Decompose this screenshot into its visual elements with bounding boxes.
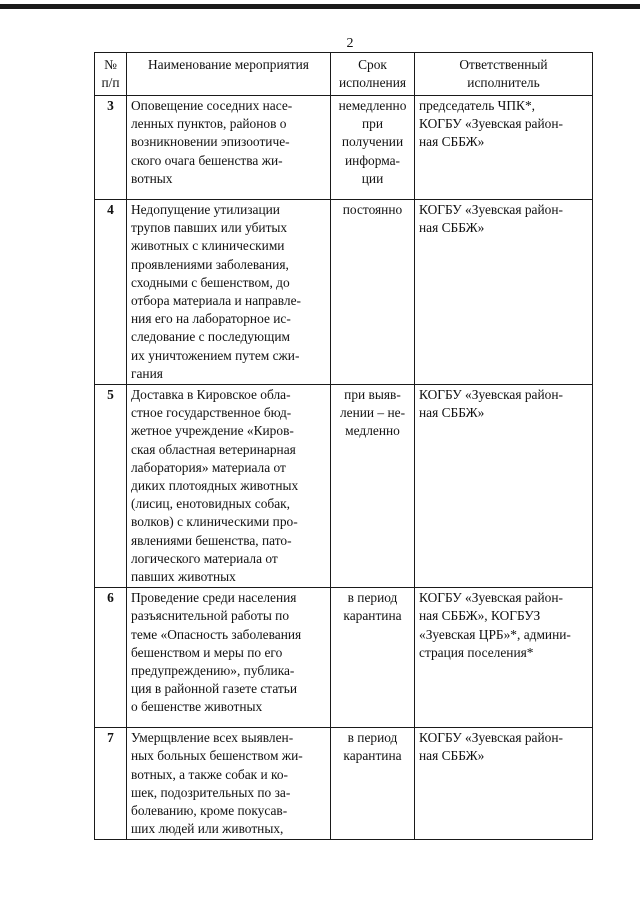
measure-line: предупреждению», публика-: [131, 663, 295, 679]
term-line: лении – не-: [339, 405, 406, 421]
responsible-line: КОГБУ «Зуевская район-: [419, 202, 563, 217]
header-resp-line: Ответственный: [459, 57, 548, 72]
responsible-line: КОГБУ «Зуевская район-: [419, 590, 563, 606]
term-cell: [331, 200, 415, 385]
header-name: [127, 53, 331, 96]
measure-line: возникновении эпизоотиче-: [131, 134, 290, 150]
measure-line: Проведение среди населения: [131, 590, 297, 606]
row-number: 4: [95, 200, 127, 385]
responsible-cell: [415, 728, 593, 840]
term-line: при: [361, 116, 384, 132]
responsible-cell: [415, 96, 593, 200]
measure-line: ния его на лабораторное ис-: [131, 311, 291, 327]
measure-line: Умерщвление всех выявлен-: [131, 730, 294, 746]
measure-line: о бешенстве животных: [131, 699, 263, 715]
responsible-cell: [415, 588, 593, 728]
measure-line: теме «Опасность заболевания: [131, 626, 302, 642]
measure-line: ных больных бешенством жи-: [131, 748, 303, 764]
term-cell: [331, 96, 415, 200]
measure-line: волков) с клиническими про-: [131, 514, 298, 530]
responsible-cell: [415, 385, 593, 588]
term-line: в период: [347, 590, 398, 606]
term-line: немедленно: [338, 98, 407, 113]
measure-line: ленных пунктов, районов о: [131, 116, 287, 132]
measure-line: лаборатория» материала от: [131, 459, 286, 475]
table-row: [95, 728, 593, 840]
measure-name: [127, 200, 331, 385]
measure-line: болеванию, кроме покусав-: [131, 803, 288, 819]
responsible-line: ная СББЖ»: [419, 748, 485, 764]
measure-line: сходными с бешенством, до: [131, 274, 290, 290]
term-line: карантина: [343, 608, 402, 624]
table-row: [95, 588, 593, 728]
header-num-line: №: [104, 57, 117, 72]
row-number: 5: [95, 385, 127, 588]
measure-line: шек, подозрительных по за-: [131, 784, 291, 800]
table-row: [95, 385, 593, 588]
header-term: [331, 53, 415, 96]
measure-line: трупов павших или убитых: [131, 220, 288, 236]
table-row: [95, 200, 593, 385]
measure-line: разъяснительной работы по: [131, 608, 290, 624]
measure-line: гания: [131, 365, 163, 381]
header-name-line: Наименование мероприятия: [148, 57, 309, 72]
measure-line: жетное учреждение «Киров-: [131, 423, 294, 439]
responsible-line: ная СББЖ»: [419, 220, 485, 236]
measure-line: диких плотоядных животных: [131, 478, 299, 494]
measure-line: павших животных: [131, 569, 236, 585]
measure-name: [127, 385, 331, 588]
header-term-line: Срок: [358, 57, 387, 72]
responsible-line: ная СББЖ»: [419, 405, 485, 421]
measure-line: вотных: [131, 170, 173, 186]
measures-table: [94, 52, 593, 840]
term-line: получении: [341, 134, 404, 150]
measure-line: Доставка в Кировское обла-: [131, 387, 291, 403]
term-cell: [331, 588, 415, 728]
measure-line: проявлениями заболевания,: [131, 256, 289, 272]
responsible-line: председатель ЧПК*,: [419, 98, 536, 113]
term-cell: [331, 728, 415, 840]
responsible-cell: [415, 200, 593, 385]
term-line: в период: [347, 730, 398, 746]
responsible-line: ная СББЖ»: [419, 134, 485, 150]
measure-line: отбора материала и направле-: [131, 293, 302, 309]
measure-line: Оповещение соседних насе-: [131, 98, 293, 113]
measure-line: ского очага бешенства жи-: [131, 152, 283, 168]
term-line: медленно: [345, 423, 400, 439]
measure-line: Недопущение утилизации: [131, 202, 280, 217]
responsible-line: страция поселения*: [419, 644, 534, 660]
page-number: 2: [346, 36, 354, 51]
measure-line: ская областная ветеринарная: [131, 441, 296, 457]
header-num: [95, 53, 127, 96]
measure-line: их уничтожением путем сжи-: [131, 347, 300, 363]
term-line: постоянно: [342, 202, 403, 217]
table-row: [95, 96, 593, 200]
term-line: карантина: [343, 748, 402, 764]
measure-name: [127, 728, 331, 840]
measure-line: стное государственное бюд-: [131, 405, 292, 421]
term-line: информа-: [345, 152, 400, 168]
measure-line: ция в районной газете статьи: [131, 681, 298, 697]
measure-name: [127, 96, 331, 200]
measure-line: вотных, а также собак и ко-: [131, 766, 289, 782]
measure-line: ших людей или животных,: [131, 821, 284, 837]
measure-line: следование с последующим: [131, 329, 290, 345]
responsible-line: КОГБУ «Зуевская район-: [419, 730, 563, 746]
header-num-line: п/п: [101, 75, 120, 91]
measure-line: явлениями бешенства, пато-: [131, 532, 292, 548]
measure-line: (лисиц, енотовидных собак,: [131, 496, 291, 512]
term-cell: [331, 385, 415, 588]
responsible-line: КОГБУ «Зуевская район-: [419, 116, 563, 132]
measure-line: логического материала от: [131, 550, 278, 566]
term-line: ции: [361, 170, 384, 186]
header-term-line: исполнения: [338, 75, 407, 91]
measure-line: животных с клиническими: [131, 238, 285, 254]
row-number: 7: [95, 728, 127, 840]
top-scan-border: [0, 4, 640, 9]
measure-name: [127, 588, 331, 728]
term-line: при выяв-: [344, 387, 401, 403]
responsible-line: «Зуевская ЦРБ»*, админи-: [419, 626, 571, 642]
measure-line: бешенством и меры по его: [131, 644, 283, 660]
table-header-row: [95, 53, 593, 96]
row-number: 3: [95, 96, 127, 200]
responsible-line: КОГБУ «Зуевская район-: [419, 387, 563, 403]
row-number: 6: [95, 588, 127, 728]
responsible-line: ная СББЖ», КОГБУЗ: [419, 608, 541, 624]
header-resp: [415, 53, 593, 96]
header-resp-line: исполнитель: [467, 75, 540, 91]
